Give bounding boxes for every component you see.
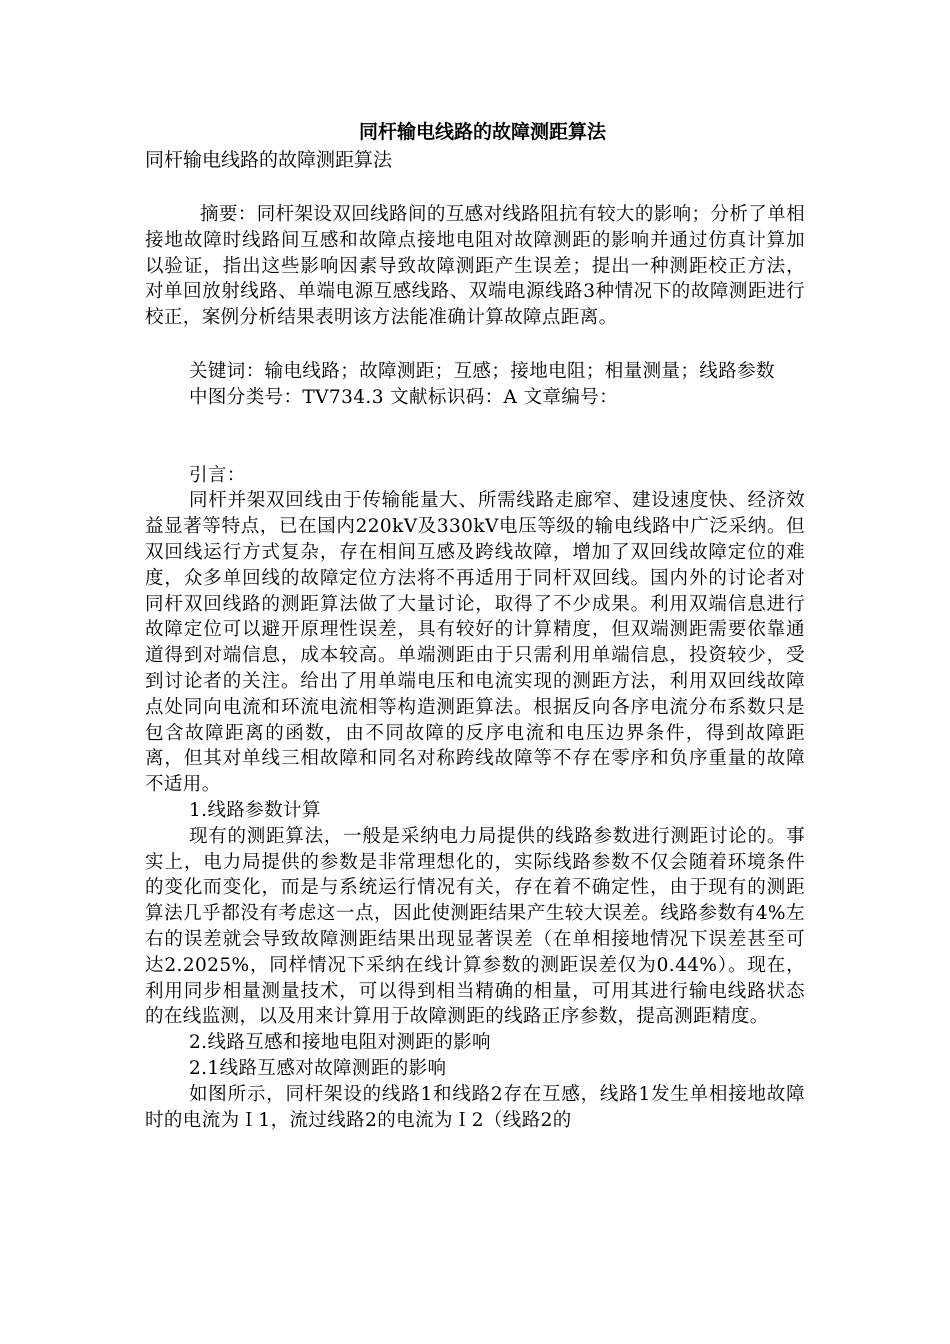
keywords-paragraph: 关键词：输电线路；故障测距；互感；接地电阻；相量测量；线路参数 (189, 360, 775, 382)
intro-paragraph: 同杆并架双回线由于传输能量大、所需线路走廊窄、建设速度快、经济效益显著等特点，已在国内220kV及330kV电压等级的输电线路中广泛采纳。但双回线运行方式复杂，存在相间互感及跨线故障，增加了双回线故障定位的难度，众多单回线的故障定位方法将不再适用于同杆双回线。国内外的讨论者对同杆双回线路的测距算法做了大量讨论，取得了不少成果。利用双端信息进行故障定位可以避开原理性误差，具有较好的计算精度，但双端测距需要依靠通道得到对端信息，成本较高。单端测距由于只需利用单端信息，投资较少，受到讨论者的关注。给出了用单端电压和电流实现的测距方法，利用双回线故障点处同向电流和环流电流相等构造测距算法。根据反向各序电流分布系数只是包含故障距离的函数，由不同故障的反序电流和电压边界条件，得到故障距离，但其对单线三相故障和同名对称跨线故障等不存在零序和负序重量的故障不适用。 (145, 490, 805, 796)
section-2-heading: 2.线路互感和接地电阻对测距的影响 (189, 1032, 491, 1054)
section-1-heading: 1.线路参数计算 (189, 799, 321, 821)
intro-heading: 引言： (189, 464, 246, 486)
document-page (145, 118, 805, 1133)
document-title: 同杆输电线路的故障测距算法 (358, 121, 606, 143)
section-2-1-heading: 2.1线路互感对故障测距的影响 (189, 1057, 447, 1079)
section-2-1-paragraph: 如图所示，同杆架设的线路1和线路2存在互感，线路1发生单相接地故障时的电流为Ｉ1，流过线路2的电流为Ｉ2（线路2的 (145, 1083, 805, 1131)
abstract-paragraph: 摘要：同杆架设双回线路间的互感对线路阻抗有较大的影响；分析了单相接地故障时线路间互感和故障点接地电阻对故障测距的影响并通过仿真计算加以验证，指出这些影响因素导致故障测距产生误差；提出一种测距校正方法，对单回放射线路、单端电源互感线路、双端电源线路3种情况下的故障测距进行校正，案例分析结果表明该方法能准确计算故障点距离。 (145, 204, 805, 329)
document-subtitle: 同杆输电线路的故障测距算法 (145, 149, 393, 171)
classification-line: 中图分类号：TV734.3 文献标识码：A 文章编号： (189, 386, 619, 408)
section-1-paragraph: 现有的测距算法，一般是采纳电力局提供的线路参数进行测距讨论的。事实上，电力局提供的参数是非常理想化的，实际线路参数不仅会随着环境条件的变化而变化，而是与系统运行情况有关，存在着不确定性，由于现有的测距算法几乎都没有考虑这一点，因此使测距结果产生较大误差。线路参数有4%左右的误差就会导致故障测距结果出现显著误差（在单相接地情况下误差甚至可达2.2025%，同样情况下采纳在线计算参数的测距误差仅为0.44%）。现在，利用同步相量测量技术，可以得到相当精确的相量，可用其进行输电线路状态的在线监测，以及用来计算用于故障测距的线路正序参数，提高测距精度。 (145, 825, 805, 1028)
